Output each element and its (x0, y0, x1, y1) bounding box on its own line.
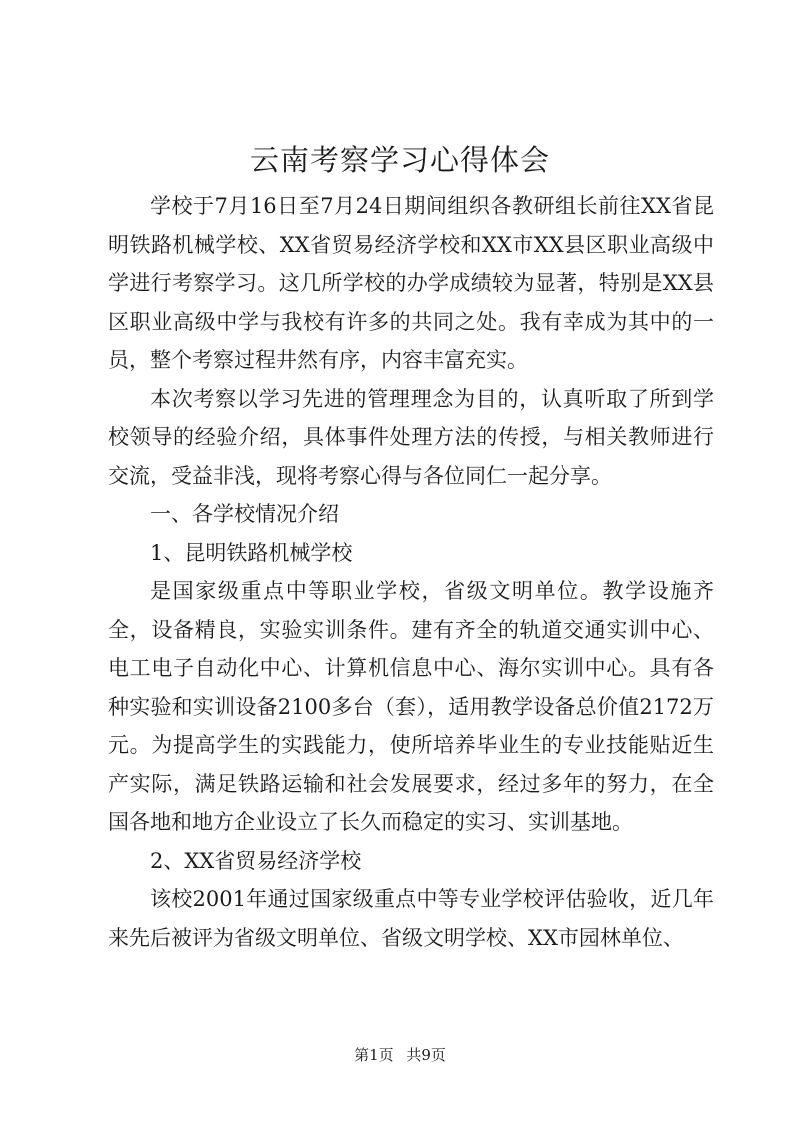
page-footer (0, 1045, 800, 1065)
paragraph-intro: 学校于7月16日至7月24日期间组织各教研组长前往XX省昆明铁路机械学校、XX省贸易经济学校和XX市XX县区职业高级中学进行考察学习。这几所学校的办学成绩较为显著，特别是XX县区职业高级中学与我校有许多的共同之处。我有幸成为其中的一员，整个考察过程井然有序，内容丰富充实。 (108, 194, 714, 372)
section-heading-schools: 一、各学校情况介绍 (150, 502, 339, 526)
paragraph-purpose: 本次考察以学习先进的管理理念为目的，认真听取了所到学校领导的经验介绍，具体事件处理方法的传授，与相关教师进行交流，受益非浅，现将考察心得与各位同仁一起分享。 (108, 386, 714, 488)
subheading-kunming-railway: 1、昆明铁路机械学校 (150, 540, 353, 565)
paragraph-kunming-railway: 是国家级重点中等职业学校，省级文明单位。教学设施齐全，设备精良，实验实训条件。建有齐全的轨道交通实训中心、电工电子自动化中心、计算机信息中心、海尔实训中心。具有各种实验和实训设备2100多台（套），适用教学设备总价值2172万元。为提高学生的实践能力，使所培养毕业生的专业技能贴近生产实际，满足铁路运输和社会发展要求，经过多年的努力，在全国各地和地方企业设立了长久而稳定的实习、实训基地。 (108, 579, 714, 834)
paragraph-trade-economics: 该校2001年通过国家级重点中等专业学校评估验收，近几年来先后被评为省级文明单位、省级文明学校、XX市园林单位、 (108, 887, 714, 950)
page-total: 共9页 (406, 1046, 446, 1064)
document-title: 云南考察学习心得体会 (249, 143, 550, 177)
page-number: 第1页 (354, 1046, 394, 1064)
subheading-trade-economics: 2、XX省贸易经济学校 (150, 848, 362, 873)
document-body (108, 187, 714, 957)
